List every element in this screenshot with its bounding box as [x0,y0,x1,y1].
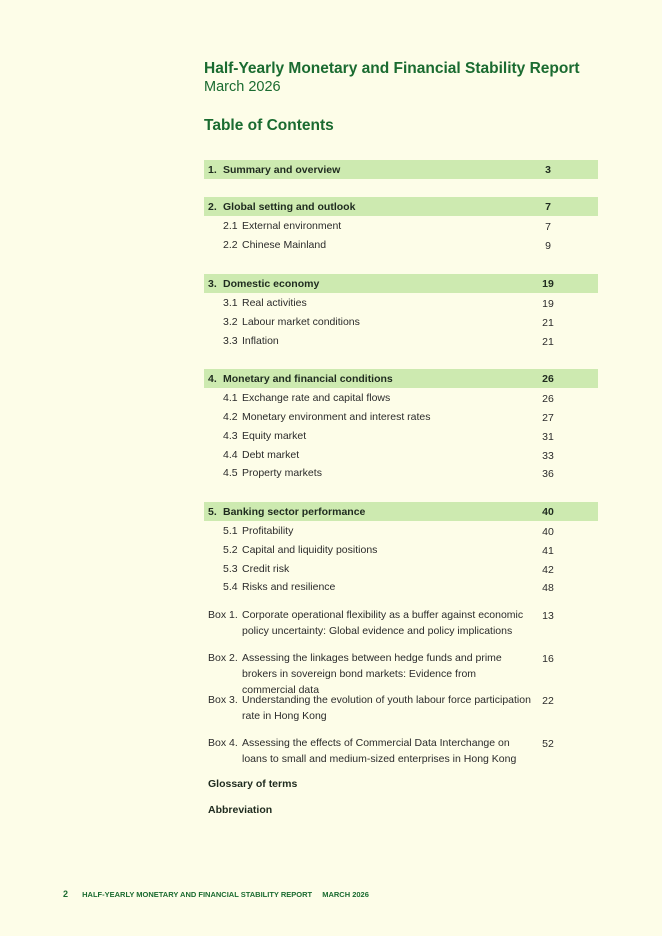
subsection-page: 36 [542,468,554,480]
toc-section-3[interactable] [204,274,598,293]
toc-subsection[interactable] [204,544,598,560]
report-title: Half-Yearly Monetary and Financial Stability Report [204,60,580,77]
subsection-number: 5.1 [223,525,238,537]
subsection-page: 48 [542,582,554,594]
subsection-number: 5.3 [223,563,238,575]
subsection-page: 9 [545,240,551,252]
subsection-number: 5.2 [223,544,238,556]
subsection-title: Profitability [242,525,294,537]
report-date: March 2026 [204,79,281,95]
section-page: 3 [545,164,551,176]
toc-heading: Table of Contents [204,117,334,134]
subsection-number: 4.3 [223,430,238,442]
section-title: Monetary and financial conditions [223,373,393,385]
box-number: Box 3. [208,694,238,706]
section-page: 19 [542,278,554,290]
subsection-number: 4.5 [223,467,238,479]
toc-subsection[interactable] [204,316,598,332]
subsection-page: 42 [542,564,554,576]
box-page: 52 [542,738,554,750]
toc-subsection[interactable] [204,220,598,236]
toc-glossary[interactable]: Glossary of terms [208,778,298,790]
toc-section-2[interactable] [204,197,598,216]
subsection-number: 3.2 [223,316,238,328]
toc-subsection[interactable] [204,411,598,427]
subsection-number: 4.1 [223,392,238,404]
subsection-page: 26 [542,393,554,405]
subsection-number: 3.1 [223,297,238,309]
subsection-title: Exchange rate and capital flows [242,392,391,404]
box-title: Assessing the effects of Commercial Data Interchange on loans to small and medium-sized enterprises in Hong Kong [242,737,517,765]
subsection-title: External environment [242,220,342,232]
subsection-title: Property markets [242,467,322,479]
subsection-page: 27 [542,412,554,424]
section-title: Banking sector performance [223,506,366,518]
subsection-page: 7 [545,221,551,233]
box-page: 22 [542,695,554,707]
box-title: Understanding the evolution of youth labour force participation rate in Hong Kong [242,694,531,722]
subsection-number: 2.2 [223,239,238,251]
box-title: Assessing the linkages between hedge funds and prime brokers in sovereign bond markets: Evidence from commercial data [242,652,502,696]
box-page: 16 [542,653,554,665]
section-title: Summary and overview [223,164,341,176]
subsection-title: Debt market [242,449,300,461]
toc-section-1[interactable] [204,160,598,179]
toc-abbreviation[interactable]: Abbreviation [208,804,273,816]
section-number: 2. [208,201,217,213]
subsection-title: Capital and liquidity positions [242,544,378,556]
subsection-number: 5.4 [223,581,238,593]
section-page: 7 [545,201,551,213]
section-number: 1. [208,164,217,176]
toc-subsection[interactable] [204,392,598,408]
toc-subsection[interactable] [204,430,598,446]
subsection-title: Credit risk [242,563,290,575]
toc-section-5[interactable] [204,502,598,521]
footer-date: MARCH 2026 [322,890,369,899]
subsection-page: 41 [542,545,554,557]
section-number: 5. [208,506,217,518]
subsection-number: 3.3 [223,335,238,347]
subsection-title: Chinese Mainland [242,239,327,251]
toc-subsection[interactable] [204,563,598,579]
box-number: Box 2. [208,652,238,664]
box-number: Box 1. [208,609,238,621]
toc-subsection[interactable] [204,467,598,483]
subsection-title: Labour market conditions [242,316,360,328]
box-page: 13 [542,610,554,622]
subsection-page: 21 [542,336,554,348]
subsection-title: Real activities [242,297,307,309]
subsection-title: Monetary environment and interest rates [242,411,431,423]
toc-subsection[interactable] [204,297,598,313]
section-title: Domestic economy [223,278,320,290]
section-page: 26 [542,373,554,385]
toc-subsection[interactable] [204,449,598,465]
section-number: 3. [208,278,217,290]
toc-subsection[interactable] [204,239,598,255]
box-number: Box 4. [208,737,238,749]
subsection-page: 19 [542,298,554,310]
subsection-page: 21 [542,317,554,329]
subsection-number: 2.1 [223,220,238,232]
footer-report-name: HALF-YEARLY MONETARY AND FINANCIAL STABILITY REPORT [82,890,313,899]
section-page: 40 [542,506,554,518]
section-title: Global setting and outlook [223,201,356,213]
toc-subsection[interactable] [204,525,598,541]
subsection-number: 4.4 [223,449,238,461]
subsection-page: 31 [542,431,554,443]
subsection-number: 4.2 [223,411,238,423]
toc-section-4[interactable] [204,369,598,388]
subsection-page: 33 [542,450,554,462]
subsection-title: Equity market [242,430,307,442]
toc-subsection[interactable] [204,335,598,351]
footer-page-number: 2 [63,889,69,899]
section-number: 4. [208,373,217,385]
subsection-title: Risks and resilience [242,581,336,593]
subsection-title: Inflation [242,335,279,347]
box-title: Corporate operational flexibility as a buffer against economic policy uncertainty: Global evidence and policy implications [242,609,524,637]
subsection-page: 40 [542,526,554,538]
page-footer [63,889,369,899]
toc-subsection[interactable] [204,581,598,597]
